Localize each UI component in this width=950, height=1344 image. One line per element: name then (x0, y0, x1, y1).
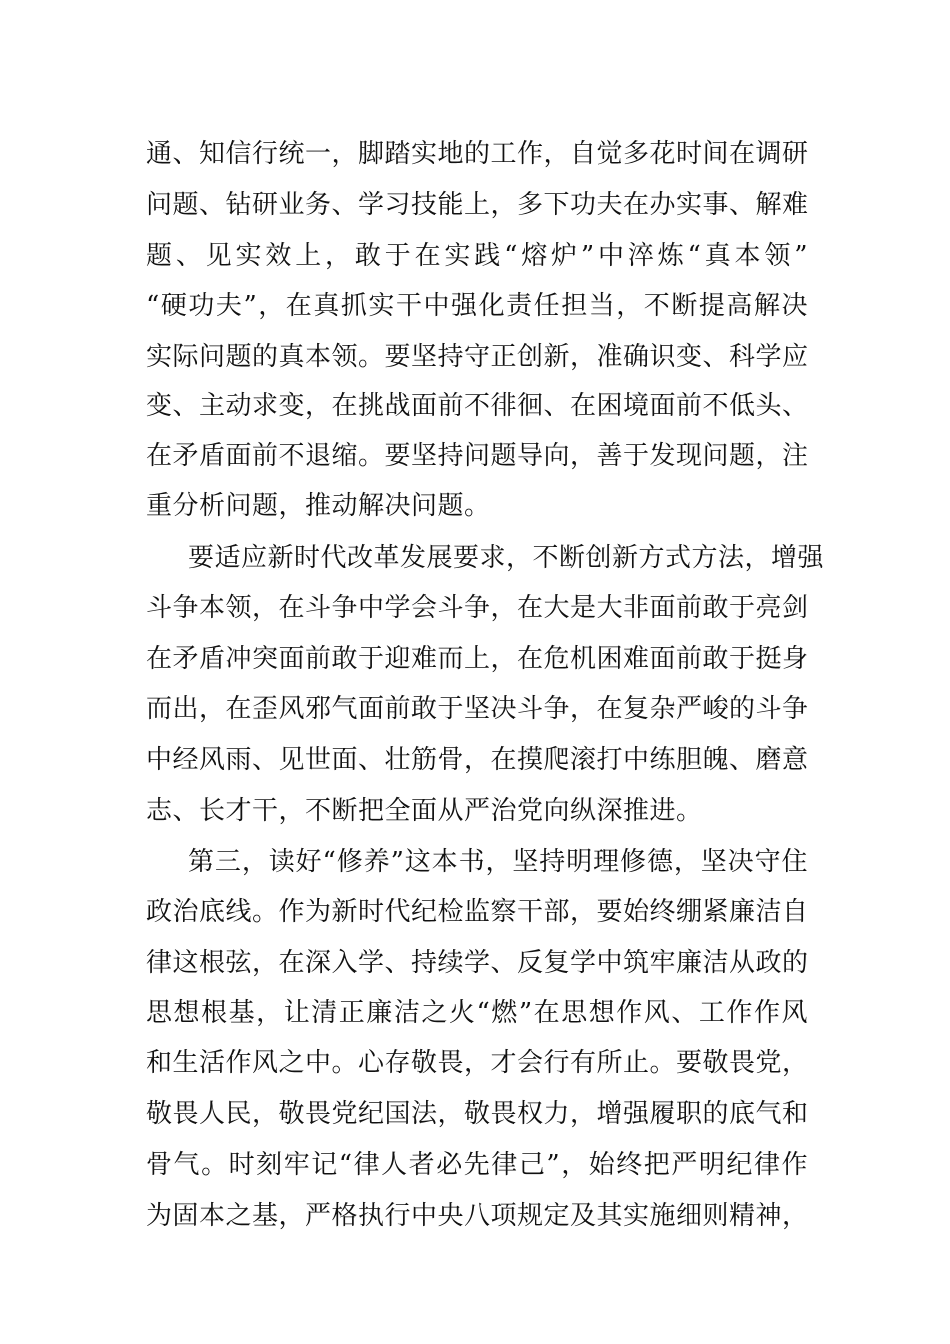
text-line: 志、长才干，不断把全面从严治党向纵深推进。 (146, 796, 703, 826)
text-line: 问题、钻研业务、学习技能上，多下功夫在办实事、解难 (146, 190, 809, 220)
text-line: 在矛盾面前不退缩。要坚持问题导向，善于发现问题，注 (146, 441, 809, 471)
text-line: 通、知信行统一，脚踏实地的工作，自觉多花时间在调研 (146, 139, 809, 169)
text-line: 题、见实效上，敢于在实践“熔炉”中淬炼“真本领” (146, 241, 808, 271)
text-line: 律这根弦，在深入学、持续学、反复学中筑牢廉洁从政的 (146, 948, 809, 978)
text-line: 敬畏人民，敬畏党纪国法，敬畏权力，增强履职的底气和 (146, 1099, 809, 1129)
text-line: 骨气。时刻牢记“律人者必先律己”，始终把严明纪律作 (146, 1150, 808, 1180)
text-line: 变、主动求变，在挑战面前不徘徊、在困境面前不低头、 (146, 391, 809, 421)
text-line: 中经风雨、见世面、壮筋骨，在摸爬滚打中练胆魄、磨意 (146, 745, 809, 775)
text-line: 而出，在歪风邪气面前敢于坚决斗争，在复杂严峻的斗争 (146, 694, 809, 724)
text-line: 实际问题的真本领。要坚持守正创新，准确识变、科学应 (146, 342, 809, 372)
text-line: 为固本之基，严格执行中央八项规定及其实施细则精神， (146, 1201, 809, 1231)
text-line: 思想根基，让清正廉洁之火“燃”在思想作风、工作作风 (146, 998, 808, 1028)
text-line: 重分析问题，推动解决问题。 (146, 491, 491, 521)
text-line: 在矛盾冲突面前敢于迎难而上，在危机困难面前敢于挺身 (146, 644, 809, 674)
text-line: 政治底线。作为新时代纪检监察干部，要始终绷紧廉洁自 (146, 897, 809, 927)
text-line: 斗争本领，在斗争中学会斗争，在大是大非面前敢于亮剑 (146, 593, 809, 623)
paragraph-first-line: 要适应新时代改革发展要求，不断创新方式方法，增强 (188, 543, 825, 573)
paragraph-first-line: 第三，读好“修养”这本书，坚持明理修德，坚决守住 (188, 847, 808, 877)
text-line: 和生活作风之中。心存敬畏，才会行有所止。要敬畏党， (146, 1048, 809, 1078)
text-line: “硬功夫”，在真抓实干中强化责任担当，不断提高解决 (146, 291, 808, 321)
